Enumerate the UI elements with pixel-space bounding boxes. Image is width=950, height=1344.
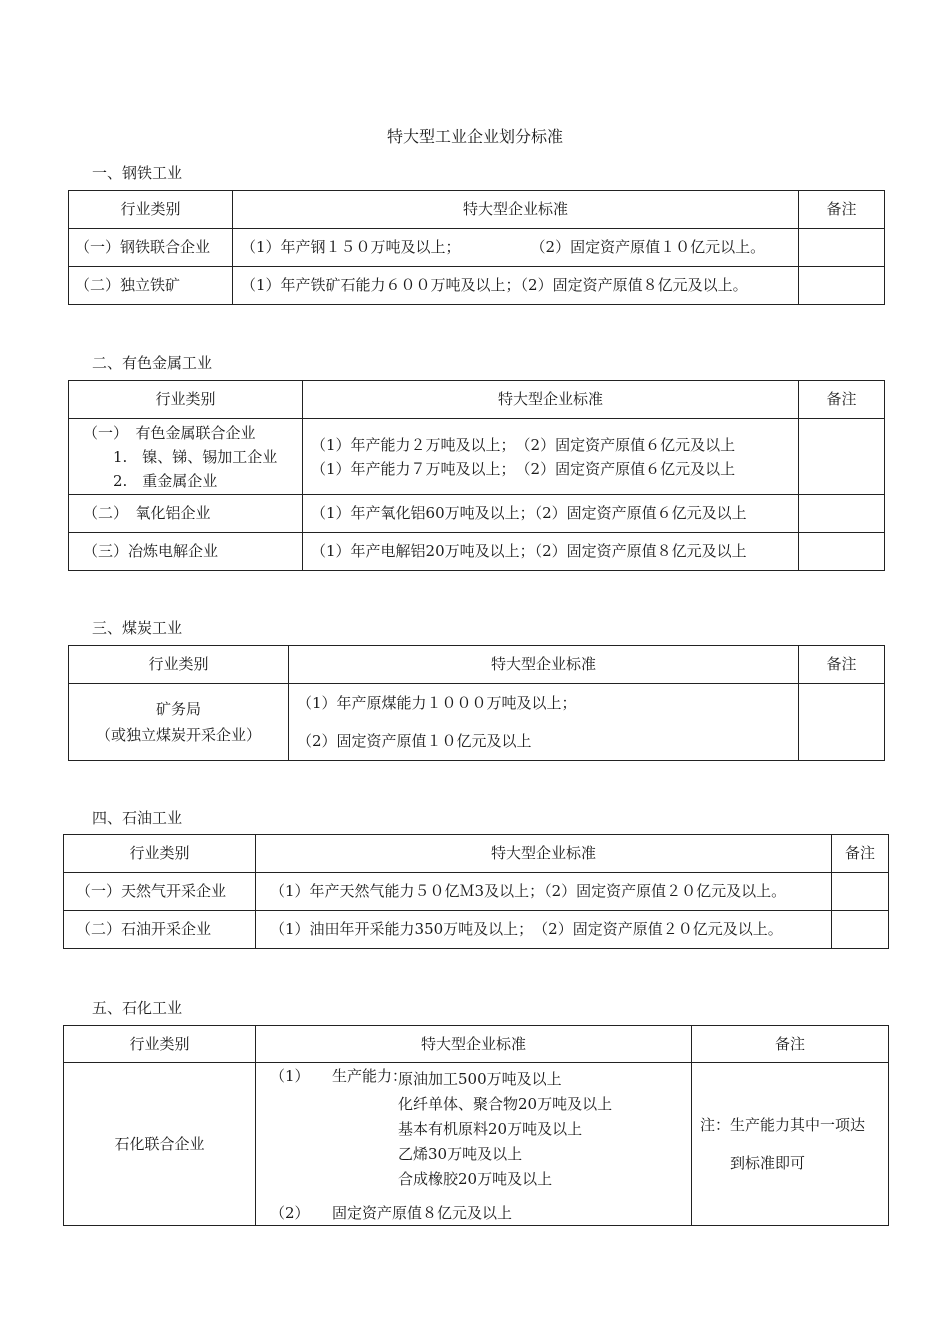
section-heading-steel: 一、钢铁工业 bbox=[92, 164, 183, 182]
header-standard: 特大型企业标准 bbox=[289, 646, 799, 684]
steel-table bbox=[68, 190, 885, 305]
capacity-list bbox=[398, 1067, 612, 1192]
note-cell bbox=[799, 267, 885, 305]
note-cell bbox=[832, 911, 889, 949]
table-row bbox=[69, 229, 885, 267]
category-cell: （一）天然气开采企业 bbox=[64, 873, 256, 911]
petrochemical-table bbox=[63, 1025, 889, 1226]
table-row bbox=[69, 495, 885, 533]
asset-line: （2） 固定资产原值８亿元及以上 bbox=[270, 1203, 513, 1222]
table-header-row bbox=[64, 1026, 889, 1063]
capacity-item: 原油加工500万吨及以上 bbox=[398, 1069, 562, 1088]
category-line: 矿务局 bbox=[155, 700, 201, 718]
table-row bbox=[69, 267, 885, 305]
standard-cell: （1）年产天然气能力５０亿Ｍ3及以上；（2）固定资产原值２０亿元及以上。 bbox=[256, 873, 832, 911]
header-standard: 特大型企业标准 bbox=[256, 1026, 692, 1063]
header-category: 行业类别 bbox=[64, 835, 256, 873]
standard-line: （2）固定资产原值１０亿元及以上 bbox=[297, 732, 532, 750]
standard-cell bbox=[303, 419, 799, 495]
category-cell: （二）石油开采企业 bbox=[64, 911, 256, 949]
category-cell: （二） 氧化铝企业 bbox=[69, 495, 303, 533]
category-cell: 石化联合企业 bbox=[64, 1063, 256, 1226]
coal-table bbox=[68, 645, 885, 761]
table-row bbox=[64, 911, 889, 949]
section-heading-petrochemical: 五、石化工业 bbox=[92, 999, 183, 1017]
standard-text-b: （2）固定资产原值１０亿元以上。 bbox=[530, 238, 766, 256]
header-standard: 特大型企业标准 bbox=[256, 835, 832, 873]
note-line: 注：生产能力其中一项达 bbox=[700, 1116, 866, 1134]
note-cell bbox=[799, 229, 885, 267]
header-category: 行业类别 bbox=[64, 1026, 256, 1063]
standard-cell: （1）年产电解铝20万吨及以上；（2）固定资产原值８亿元及以上 bbox=[303, 533, 799, 571]
section-heading-coal: 三、煤炭工业 bbox=[92, 619, 183, 637]
capacity-item: 化纤单体、聚合物20万吨及以上 bbox=[398, 1094, 613, 1113]
page-title: 特大型工业企业划分标准 bbox=[386, 127, 563, 146]
category-cell bbox=[69, 684, 289, 761]
table-row bbox=[64, 1063, 889, 1226]
section-heading-nonferrous: 二、有色金属工业 bbox=[92, 354, 213, 372]
category-cell: （三）冶炼电解企业 bbox=[69, 533, 303, 571]
table-row bbox=[69, 684, 885, 761]
table-header-row bbox=[69, 381, 885, 419]
table-header-row bbox=[69, 646, 885, 684]
header-note: 备注 bbox=[832, 835, 889, 873]
header-category: 行业类别 bbox=[69, 646, 289, 684]
header-note: 备注 bbox=[692, 1026, 889, 1063]
standard-text-a: （1）年产钢１５０万吨及以上； bbox=[241, 238, 461, 256]
category-line: 2. 重金属企业 bbox=[113, 471, 218, 490]
table-row bbox=[69, 533, 885, 571]
capacity-item: 乙烯30万吨及以上 bbox=[398, 1144, 523, 1163]
header-note: 备注 bbox=[799, 381, 885, 419]
header-category: 行业类别 bbox=[69, 381, 303, 419]
note-cell bbox=[799, 419, 885, 495]
header-standard: 特大型企业标准 bbox=[303, 381, 799, 419]
note-cell bbox=[692, 1063, 889, 1226]
standard-cell: （1）年产铁矿石能力６００万吨及以上；（2）固定资产原值８亿元及以上。 bbox=[233, 267, 799, 305]
category-line: （或独立煤炭开采企业） bbox=[95, 726, 261, 744]
standard-cell: （1）油田年开采能力350万吨及以上； （2）固定资产原值２０亿元及以上。 bbox=[256, 911, 832, 949]
category-line: 1. 镍、锑、锡加工企业 bbox=[113, 447, 278, 466]
note-cell bbox=[799, 533, 885, 571]
capacity-item: 基本有机原料20万吨及以上 bbox=[398, 1119, 583, 1138]
table-header-row bbox=[69, 191, 885, 229]
capacity-item: 合成橡胶20万吨及以上 bbox=[398, 1169, 553, 1188]
nonferrous-table bbox=[68, 380, 885, 571]
standard-cell bbox=[289, 684, 799, 761]
capacity-label: （1） 生产能力： bbox=[270, 1066, 408, 1085]
category-cell bbox=[69, 419, 303, 495]
header-note: 备注 bbox=[799, 191, 885, 229]
note-cell bbox=[832, 873, 889, 911]
header-note: 备注 bbox=[799, 646, 885, 684]
category-cell: （二）独立铁矿 bbox=[69, 267, 233, 305]
table-row bbox=[69, 419, 885, 495]
category-cell: （一）钢铁联合企业 bbox=[69, 229, 233, 267]
standard-line: （1）年产原煤能力１０００万吨及以上； bbox=[297, 694, 577, 712]
note-cell bbox=[799, 495, 885, 533]
note-line: 到标准即可 bbox=[730, 1154, 806, 1172]
standard-cell bbox=[233, 229, 799, 267]
table-header-row bbox=[64, 835, 889, 873]
standard-cell bbox=[256, 1063, 692, 1226]
table-row bbox=[64, 873, 889, 911]
standard-line: （1）年产能力２万吨及以上； （2）固定资产原值６亿元及以上 bbox=[311, 435, 736, 454]
standard-cell: （1）年产氧化铝60万吨及以上；（2）固定资产原值６亿元及以上 bbox=[303, 495, 799, 533]
standard-line: （1）年产能力７万吨及以上； （2）固定资产原值６亿元及以上 bbox=[311, 459, 736, 478]
header-standard: 特大型企业标准 bbox=[233, 191, 799, 229]
category-line: （一） 有色金属联合企业 bbox=[83, 423, 256, 442]
header-category: 行业类别 bbox=[69, 191, 233, 229]
section-heading-petroleum: 四、石油工业 bbox=[92, 809, 183, 827]
petroleum-table bbox=[63, 834, 889, 949]
note-cell bbox=[799, 684, 885, 761]
